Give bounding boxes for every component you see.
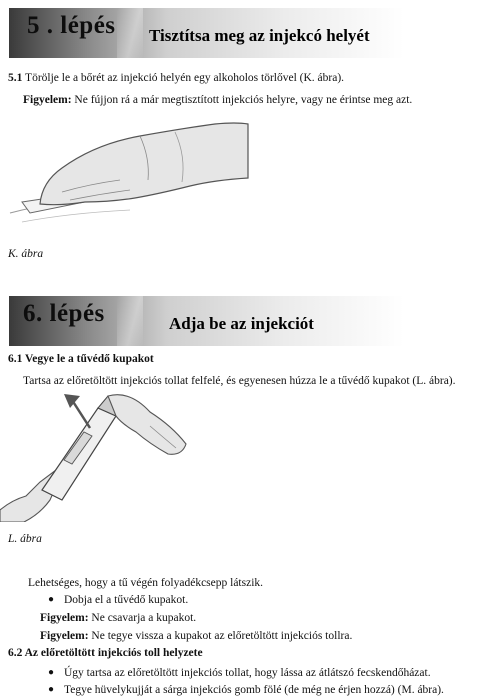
step5-title: Tisztítsa meg az injekcó helyét [149, 26, 370, 45]
step5-header [9, 8, 404, 58]
bullet-dot: ● [48, 684, 55, 695]
step5-number: 5 . lépés [27, 12, 116, 39]
bullet-discard-cap: Dobja el a tűvédő kupakot. [64, 594, 189, 606]
figure-k-caption: K. ábra [8, 248, 44, 260]
warning-recap-line [40, 630, 352, 642]
bullet-dot: ● [48, 667, 55, 678]
warning-recap-text: Ne tegye vissza a kupakot az előretöltött injekciós tollra. [91, 630, 353, 642]
drop-text: Lehetséges, hogy a tű végén folyadékcsepp látszik. [28, 577, 264, 589]
figure-k-illustration [0, 118, 250, 230]
step6-title: Adja be az injekciót [169, 314, 314, 333]
step6-1-text: Tartsa az előretöltött injekciós tollat felfelé, és egyenesen húzza le a tűvédő kupakot (L. ábra). [23, 375, 456, 387]
figure-l-caption: L. ábra [8, 533, 42, 545]
warning-twist-label: Figyelem: [40, 612, 89, 624]
step6-header [9, 296, 404, 346]
figure-l-illustration [0, 392, 200, 522]
warning-twist-text: Ne csavarja a kupakot. [91, 612, 197, 624]
step6-2-heading: 6.2 Az előretöltött injekciós toll helyzete [8, 647, 203, 659]
warning-recap-label: Figyelem: [40, 630, 89, 642]
step5-1-text: Törölje le a bőrét az injekció helyén egy alkoholos törlővel (K. ábra). [25, 72, 345, 84]
step5-warning-line [23, 94, 412, 106]
bullet-hold-pen: Úgy tartsa az előretöltött injekciós tollat, hogy lássa az átlátszó fecskendőházat. [64, 667, 431, 679]
step5-1-number: 5.1 [8, 72, 23, 84]
step5-warning-label: Figyelem: [23, 94, 72, 106]
step5-1-line [8, 72, 344, 84]
step6-1-heading: 6.1 Vegye le a tűvédő kupakot [8, 353, 154, 365]
step5-warning-text: Ne fújjon rá a már megtisztított injekciós helyre, vagy ne érintse meg azt. [74, 94, 413, 106]
bullet-thumb-position: Tegye hüvelykujját a sárga injekciós gomb fölé (de még ne érjen hozzá) (M. ábra). [64, 684, 444, 696]
warning-twist-line [40, 612, 196, 624]
bullet-dot: ● [48, 594, 55, 605]
step6-number: 6. lépés [23, 300, 105, 327]
